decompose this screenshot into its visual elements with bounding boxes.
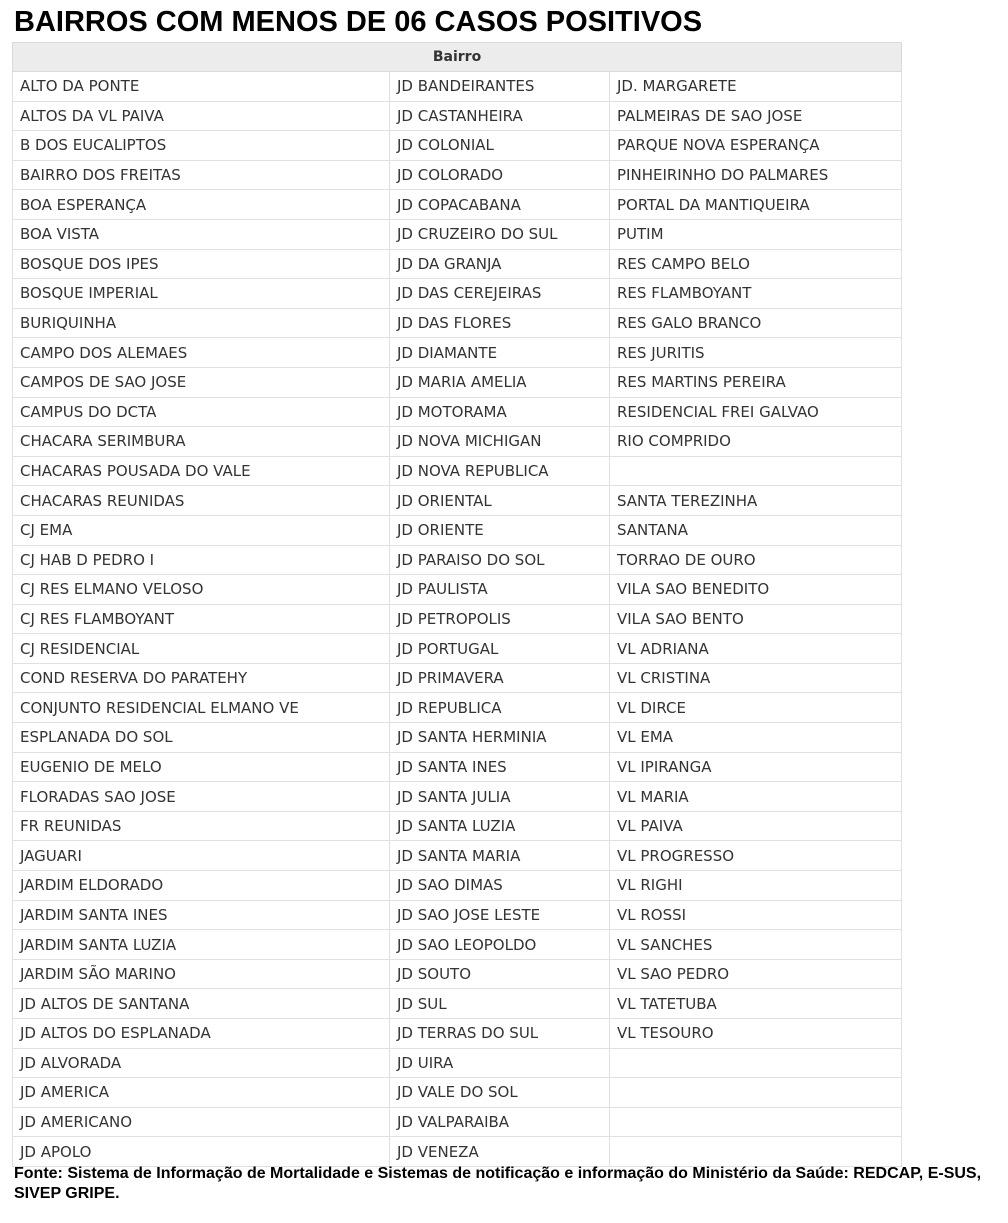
table-cell: JD NOVA REPUBLICA <box>390 456 610 486</box>
table-cell: JD BANDEIRANTES <box>390 72 610 102</box>
table-row <box>13 160 902 190</box>
table-row <box>13 131 902 161</box>
table-row <box>13 1137 902 1167</box>
table-row <box>13 871 902 901</box>
table-cell: CJ HAB D PEDRO I <box>13 545 390 575</box>
table-row <box>13 930 902 960</box>
table-cell: VL MARIA <box>610 782 902 812</box>
table-row <box>13 841 902 871</box>
table-row <box>13 1107 902 1137</box>
table-cell: JD SOUTO <box>390 959 610 989</box>
table-cell: JD DAS CEREJEIRAS <box>390 279 610 309</box>
table-cell <box>610 1107 902 1137</box>
table-cell: PARQUE NOVA ESPERANÇA <box>610 131 902 161</box>
table-cell: RES FLAMBOYANT <box>610 279 902 309</box>
table-cell: CJ RES ELMANO VELOSO <box>13 575 390 605</box>
table-row <box>13 308 902 338</box>
table-cell: VL SANCHES <box>610 930 902 960</box>
table-row <box>13 811 902 841</box>
table-cell: BOA VISTA <box>13 219 390 249</box>
table-cell: JD SAO LEOPOLDO <box>390 930 610 960</box>
table-row <box>13 486 902 516</box>
table-cell: PORTAL DA MANTIQUEIRA <box>610 190 902 220</box>
table-cell: JD ORIENTAL <box>390 486 610 516</box>
table-cell: EUGENIO DE MELO <box>13 752 390 782</box>
table-row <box>13 959 902 989</box>
table-cell <box>610 1137 902 1167</box>
table-cell: JD VENEZA <box>390 1137 610 1167</box>
table-cell: CAMPO DOS ALEMAES <box>13 338 390 368</box>
table-cell: JD TERRAS DO SUL <box>390 1019 610 1049</box>
table-row <box>13 367 902 397</box>
table-cell: PUTIM <box>610 219 902 249</box>
table-cell: JD APOLO <box>13 1137 390 1167</box>
neighborhood-table-container <box>12 42 901 1167</box>
table-row <box>13 634 902 664</box>
table-cell: JD PRIMAVERA <box>390 663 610 693</box>
table-cell: RESIDENCIAL FREI GALVAO <box>610 397 902 427</box>
table-cell: JD SAO JOSE LESTE <box>390 900 610 930</box>
table-row <box>13 900 902 930</box>
table-cell: JD ALTOS DE SANTANA <box>13 989 390 1019</box>
table-cell: VL DIRCE <box>610 693 902 723</box>
table-cell: FLORADAS SAO JOSE <box>13 782 390 812</box>
table-cell <box>610 1048 902 1078</box>
table-cell: JD DIAMANTE <box>390 338 610 368</box>
table-cell: BOA ESPERANÇA <box>13 190 390 220</box>
table-cell: CJ RESIDENCIAL <box>13 634 390 664</box>
table-cell: RIO COMPRIDO <box>610 427 902 457</box>
table-cell: JD CASTANHEIRA <box>390 101 610 131</box>
table-row <box>13 723 902 753</box>
table-cell: JARDIM ELDORADO <box>13 871 390 901</box>
table-cell: VL ADRIANA <box>610 634 902 664</box>
table-row <box>13 279 902 309</box>
table-cell: RES GALO BRANCO <box>610 308 902 338</box>
table-cell: JD MARIA AMELIA <box>390 367 610 397</box>
table-cell: BAIRRO DOS FREITAS <box>13 160 390 190</box>
table-cell: VL TESOURO <box>610 1019 902 1049</box>
table-row <box>13 249 902 279</box>
table-header-row <box>13 43 902 72</box>
table-row <box>13 1048 902 1078</box>
table-body <box>13 72 902 1167</box>
table-cell: JD COLONIAL <box>390 131 610 161</box>
table-cell: COND RESERVA DO PARATEHY <box>13 663 390 693</box>
table-cell: RES MARTINS PEREIRA <box>610 367 902 397</box>
table-cell: JD REPUBLICA <box>390 693 610 723</box>
table-cell: JD VALE DO SOL <box>390 1078 610 1108</box>
table-cell: JD MOTORAMA <box>390 397 610 427</box>
table-cell: JD CRUZEIRO DO SUL <box>390 219 610 249</box>
table-cell: JD SUL <box>390 989 610 1019</box>
table-cell: JARDIM SANTA INES <box>13 900 390 930</box>
table-cell: VL PAIVA <box>610 811 902 841</box>
table-cell: SANTANA <box>610 515 902 545</box>
table-cell: JD SANTA LUZIA <box>390 811 610 841</box>
table-cell: CJ EMA <box>13 515 390 545</box>
table-cell: RES CAMPO BELO <box>610 249 902 279</box>
table-row <box>13 693 902 723</box>
table-cell: JAGUARI <box>13 841 390 871</box>
table-cell: BOSQUE DOS IPES <box>13 249 390 279</box>
table-cell: JD PORTUGAL <box>390 634 610 664</box>
table-cell: JD SANTA JULIA <box>390 782 610 812</box>
table-row <box>13 515 902 545</box>
table-cell: PINHEIRINHO DO PALMARES <box>610 160 902 190</box>
source-note: Fonte: Sistema de Informação de Mortalidade e Sistemas de notificação e informação do Ministério da Saúde: REDCAP, E-SUS, SIVEP GRIPE. <box>14 1165 982 1202</box>
table-row <box>13 1019 902 1049</box>
table-cell: JD UIRA <box>390 1048 610 1078</box>
table-cell: CAMPOS DE SAO JOSE <box>13 367 390 397</box>
table-cell: JD SANTA MARIA <box>390 841 610 871</box>
table-cell: VILA SAO BENEDITO <box>610 575 902 605</box>
table-cell: JD PARAISO DO SOL <box>390 545 610 575</box>
table-row <box>13 427 902 457</box>
table-row <box>13 1078 902 1108</box>
table-row <box>13 752 902 782</box>
table-cell: VILA SAO BENTO <box>610 604 902 634</box>
table-row <box>13 397 902 427</box>
table-cell: JARDIM SANTA LUZIA <box>13 930 390 960</box>
table-cell: VL RIGHI <box>610 871 902 901</box>
table-cell: VL CRISTINA <box>610 663 902 693</box>
neighborhood-table <box>12 42 902 1167</box>
table-cell: VL ROSSI <box>610 900 902 930</box>
table-row <box>13 604 902 634</box>
table-cell: JD ALTOS DO ESPLANADA <box>13 1019 390 1049</box>
page-title: BAIRROS COM MENOS DE 06 CASOS POSITIVOS <box>14 6 703 38</box>
table-cell: JD SANTA HERMINIA <box>390 723 610 753</box>
table-cell: VL EMA <box>610 723 902 753</box>
table-cell: JD COPACABANA <box>390 190 610 220</box>
table-cell: VL IPIRANGA <box>610 752 902 782</box>
table-cell: CAMPUS DO DCTA <box>13 397 390 427</box>
table-cell: FR REUNIDAS <box>13 811 390 841</box>
table-cell: BURIQUINHA <box>13 308 390 338</box>
table-cell: CONJUNTO RESIDENCIAL ELMANO VE <box>13 693 390 723</box>
column-header-bairro: Bairro <box>13 43 902 72</box>
table-cell: TORRAO DE OURO <box>610 545 902 575</box>
table-cell <box>610 1078 902 1108</box>
table-cell: B DOS EUCALIPTOS <box>13 131 390 161</box>
table-row <box>13 219 902 249</box>
table-cell: JD PAULISTA <box>390 575 610 605</box>
table-row <box>13 545 902 575</box>
table-row <box>13 72 902 102</box>
table-cell: JD PETROPOLIS <box>390 604 610 634</box>
table-cell: JD AMERICANO <box>13 1107 390 1137</box>
table-cell: CJ RES FLAMBOYANT <box>13 604 390 634</box>
table-cell: JD NOVA MICHIGAN <box>390 427 610 457</box>
table-cell: JARDIM SÃO MARINO <box>13 959 390 989</box>
table-cell: JD SAO DIMAS <box>390 871 610 901</box>
table-cell: SANTA TEREZINHA <box>610 486 902 516</box>
table-cell: CHACARAS POUSADA DO VALE <box>13 456 390 486</box>
table-cell: JD DA GRANJA <box>390 249 610 279</box>
table-row <box>13 663 902 693</box>
table-cell: CHACARAS REUNIDAS <box>13 486 390 516</box>
table-row <box>13 989 902 1019</box>
table-cell: JD VALPARAIBA <box>390 1107 610 1137</box>
table-cell: VL TATETUBA <box>610 989 902 1019</box>
table-row <box>13 101 902 131</box>
table-cell: VL PROGRESSO <box>610 841 902 871</box>
table-row <box>13 782 902 812</box>
table-cell: JD ALVORADA <box>13 1048 390 1078</box>
table-row <box>13 456 902 486</box>
table-row <box>13 338 902 368</box>
table-cell: JD ORIENTE <box>390 515 610 545</box>
table-cell: JD. MARGARETE <box>610 72 902 102</box>
table-cell: JD AMERICA <box>13 1078 390 1108</box>
table-cell: JD COLORADO <box>390 160 610 190</box>
table-row <box>13 190 902 220</box>
table-cell: ESPLANADA DO SOL <box>13 723 390 753</box>
table-cell: VL SAO PEDRO <box>610 959 902 989</box>
table-cell: RES JURITIS <box>610 338 902 368</box>
table-cell: CHACARA SERIMBURA <box>13 427 390 457</box>
table-cell: JD DAS FLORES <box>390 308 610 338</box>
table-cell <box>610 456 902 486</box>
table-cell: ALTOS DA VL PAIVA <box>13 101 390 131</box>
table-cell: PALMEIRAS DE SAO JOSE <box>610 101 902 131</box>
table-cell: BOSQUE IMPERIAL <box>13 279 390 309</box>
table-cell: JD SANTA INES <box>390 752 610 782</box>
table-row <box>13 575 902 605</box>
table-cell: ALTO DA PONTE <box>13 72 390 102</box>
